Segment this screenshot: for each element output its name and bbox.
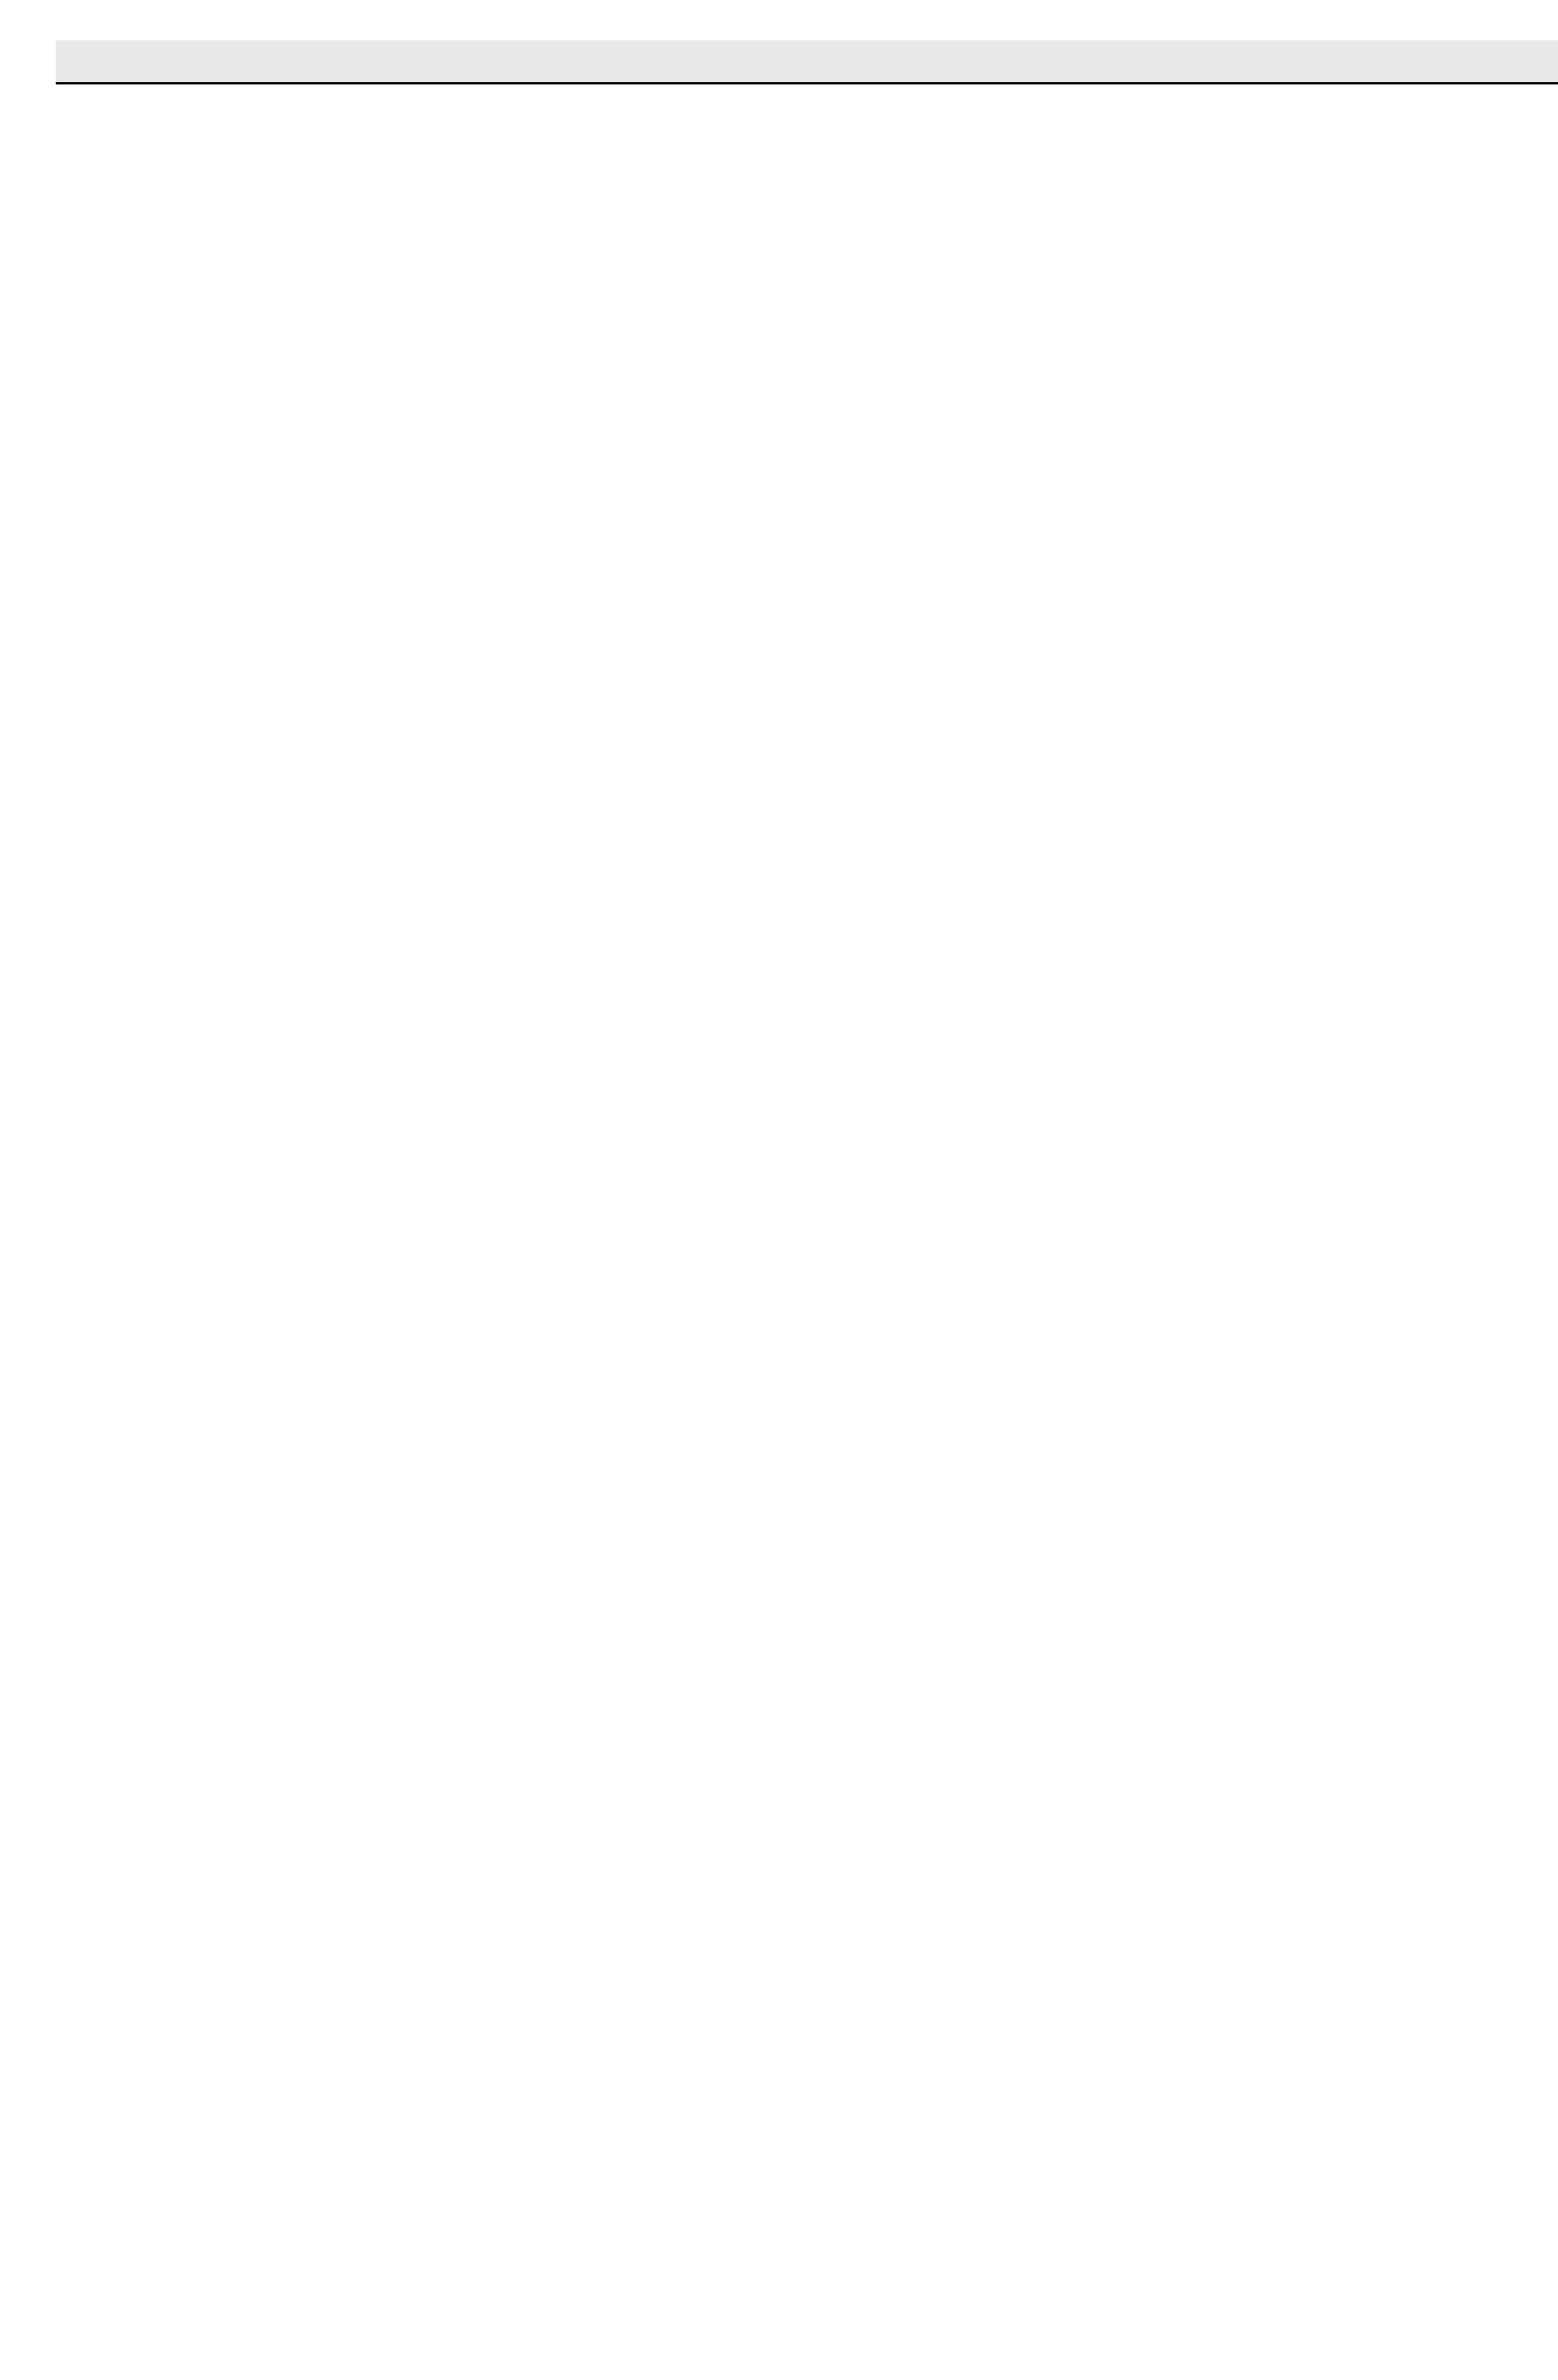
- dictionary-table: [56, 40, 1558, 84]
- table-header: [56, 40, 1558, 84]
